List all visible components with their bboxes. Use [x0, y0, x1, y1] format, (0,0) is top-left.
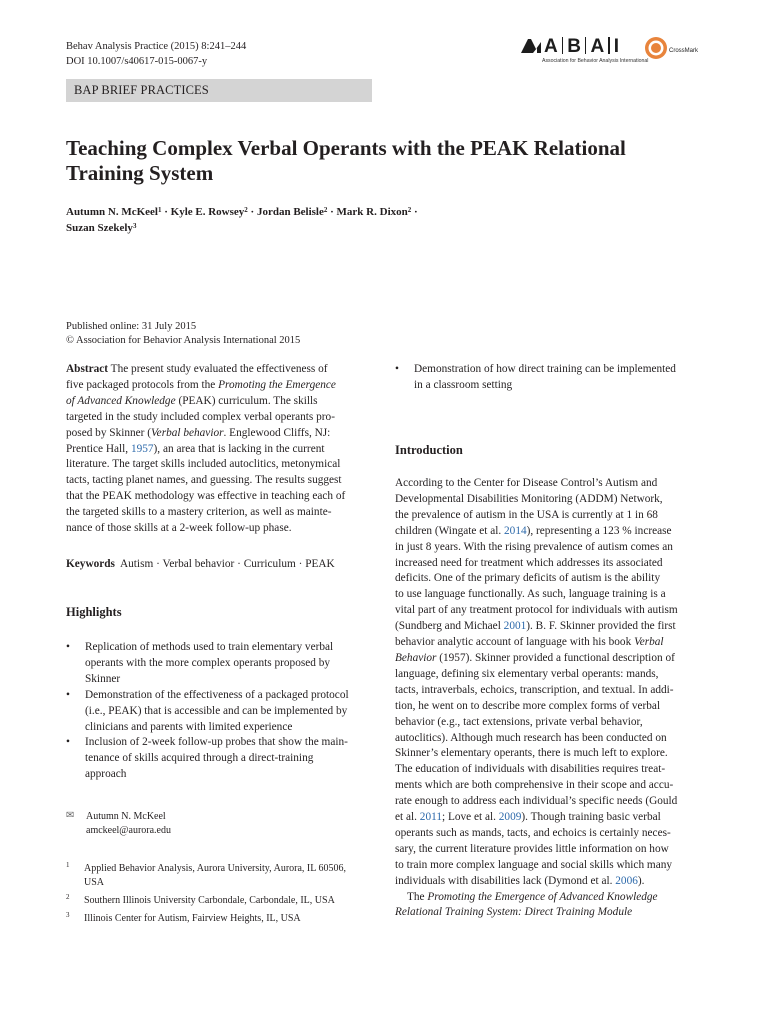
affiliation: 2 Southern Illinois University Carbondale, Carbondale, IL, USA — [66, 893, 335, 906]
journal-citation: Behav Analysis Practice (2015) 8:241–244 — [66, 41, 247, 52]
crossmark-label: CrossMark — [669, 48, 699, 54]
crossmark-icon[interactable] — [644, 36, 668, 60]
copyright: © Association for Behavior Analysis International 2015 — [66, 335, 301, 346]
envelope-icon: ✉ — [66, 810, 75, 821]
affiliation: 1 Applied Behavior Analysis, Aurora University, Aurora, IL 60506, USA — [66, 861, 346, 888]
citation-link[interactable]: 2014 — [504, 524, 527, 537]
highlights-heading: Highlights — [66, 605, 122, 619]
list-item: • Demonstration of the effectiveness of a packaged protocol (i.e., PEAK) that is accessible and can be implemented by clinicians and parents with limited experience — [66, 688, 349, 733]
author-name[interactable]: Mark R. Dixon — [336, 206, 408, 218]
doi[interactable]: DOI 10.1007/s40617-015-0067-y — [66, 56, 208, 67]
publication-info — [66, 320, 300, 348]
article-title: Teaching Complex Verbal Operants with the PEAK Relational Training System — [66, 136, 626, 185]
citation-link[interactable]: 2009 — [498, 811, 522, 824]
list-item: • Replication of methods used to train elementary verbal operants with the more complex operants proposed by Skinner — [66, 641, 334, 685]
published-date: Published online: 31 July 2015 — [66, 321, 197, 332]
abai-subtitle: Association for Behavior Analysis International — [542, 58, 649, 64]
highlights-list-continued — [395, 362, 702, 394]
introduction-paragraph: According to the Center for Disease Control’s Autism and Developmental Disabilities Monitoring (ADDM) Network, the prevalence of autism in the USA is currently at 1 in 68 children (Wingate et al. 2014), representing a 123 % increase in just 8 years. With the rising prevalence of autism comes an increased need for treatment which addresses its associated deficits. One of the primary deficits of autism is the ability to use language functionally. As such, language training is a vital part of any treatment protocol for individuals with autism (Sundberg and Michael 2001). B. F. Skinner provided the first behavior analytic account of language with his book Verbal Behavior (1957). Skinner provided a functional description of language, defining six elementary verbal operants: mands, tacts, intraverbals, echoics, transcription, and textual. In addi- tion, he went on to describe more complex forms of verbal behavior (e.g., tact extensions, private verbal behavior, autoclitics). Although much research has been conducted on Skinner’s elementary operants, there is much left to explore. The education of individuals with disabilities requires treat- ments which are both comprehensive in their scope and accu- rate enough to address each individual’s specific needs (Gould et al. 2011; Love et al. 2009). Though training basic verbal operants such as mands, tacts, and echoics is certainly neces- sary, the current literature provides little information on how to train more complex language and social skills which many individuals with disabilities lack (Dymond et al. 2006). The Promoting the Emergence of Advanced Knowledge Relational Training System: Direct Training Module — [395, 477, 678, 919]
abai-letters: A B A I — [544, 36, 619, 57]
citation-link[interactable]: 1957 — [130, 442, 154, 455]
section-label: BAP BRIEF PRACTICES — [66, 79, 372, 102]
abai-logo-icon — [520, 38, 542, 54]
introduction-heading: Introduction — [395, 443, 463, 457]
citation-link[interactable]: 2011 — [419, 811, 442, 824]
author-name[interactable]: Suzan Szekely — [66, 221, 133, 234]
corresponding-email[interactable]: amckeel@aurora.edu — [86, 825, 171, 836]
author-list: Autumn N. McKeel$^1$ · Kyle E. Rowsey$^2$ · Jordan Belisle$^2$ · Mark R. Dixon$^2$ · Suzan Szekely$^3$ — [66, 206, 418, 234]
corresponding-author: Autumn N. McKeel — [86, 811, 166, 822]
author-name[interactable]: Kyle E. Rowsey — [170, 206, 245, 218]
citation-link[interactable]: 2006 — [615, 874, 638, 887]
publisher-logo[interactable] — [520, 36, 700, 66]
keywords: Keywords Autism · Verbal behavior · Curriculum · PEAK — [66, 558, 335, 570]
abstract: Abstract The present study evaluated the effectiveness of five packaged protocols from the Promoting the Emergence of Advanced Knowledge (PEAK) curriculum. The skills targeted in the study included complex verbal operants pro- posed by Skinner (Verbal behavior. Englewood Cliffs, NJ: Prentice Hall, 1957), an area that is lacking in the current literature. The target skills included autoclitics, metonymical tacts, tacting planet names, and guessing. The results suggest that the PEAK methodology was effective in teaching each of the targeted skills to a mastery criterion, as well as mainte- nance of those skills at a 2-week follow-up phase. — [66, 363, 346, 535]
highlights-list — [66, 640, 374, 783]
citation-link[interactable]: 2001 — [503, 620, 527, 633]
affiliation: 3 Illinois Center for Autism, Fairview Heights, IL, USA — [66, 911, 301, 924]
list-item: • Inclusion of 2-week follow-up probes that show the main- tenance of skills acquired through a direct-training approach — [66, 736, 348, 781]
list-item: • Demonstration of how direct training can be implemented in a classroom setting — [395, 363, 676, 391]
author-name[interactable]: Autumn N. McKeel — [66, 206, 158, 218]
author-name[interactable]: Jordan Belisle — [256, 206, 324, 218]
